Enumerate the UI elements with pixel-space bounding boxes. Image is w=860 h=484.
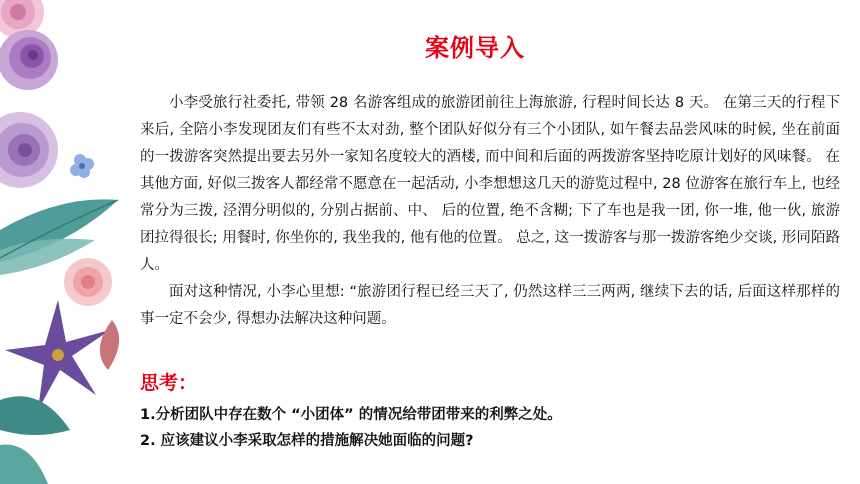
case-description: [140, 90, 840, 333]
paragraph-1: 小李受旅行社委托, 带领 28 名游客组成的旅游团前往上海旅游, 行程时间长达 8 天。 在第三天的行程下来后, 全陪小李发现团友们有些不太对劲, 整个团队好似分有三个小团队, 如午餐去品尝风味的时候, 坐在前面的一拨游客突然提出要去另外一家知名度较大的酒楼, 而中间和后面的两拨游客坚持吃原计划好的风味餐。 在其他方面, 好似三拨客人都经常不愿意在一起活动, 小李想想这几天的游览过程中, 28 位游客在旅行车上, 也经常分为三拨, 泾渭分明似的, 分别占据前、中、 后的位置, 绝不含糊; 下了车也是我一团, 你一堆, 他一伙, 旅游团拉得很长; 用餐时, 你坐你的, 我坐我的, 他有他的位置。 总之, 这一拨游客与那一拨游客绝少交谈, 形同陌路人。: [140, 95, 840, 273]
floral-decoration: [0, 0, 135, 484]
page-title: 案例导入: [425, 34, 525, 62]
think-heading: 思考：: [140, 372, 198, 394]
question-2: 2. 应该建议小李采取怎样的措施解决她面临的问题?: [140, 433, 474, 449]
blue-flower-icon: [70, 154, 94, 178]
pink-rose-icon: [64, 258, 112, 306]
purple-rose-icon: [0, 112, 58, 188]
red-leaf-icon: [100, 320, 119, 370]
teal-leaf-icon: [0, 396, 70, 435]
teal-leaf-icon: [0, 444, 48, 484]
question-1: 1.分析团队中存在数个 “小团体” 的情况给带团带来的利弊之处。: [140, 407, 562, 423]
question-list: [140, 402, 840, 454]
paragraph-2: 面对这种情况, 小李心里想: “旅游团行程已经三天了, 仍然这样三三两两, 继续下去的话, 后面这样那样的事一定不会少, 得想办法解决这种问题。: [140, 284, 840, 327]
